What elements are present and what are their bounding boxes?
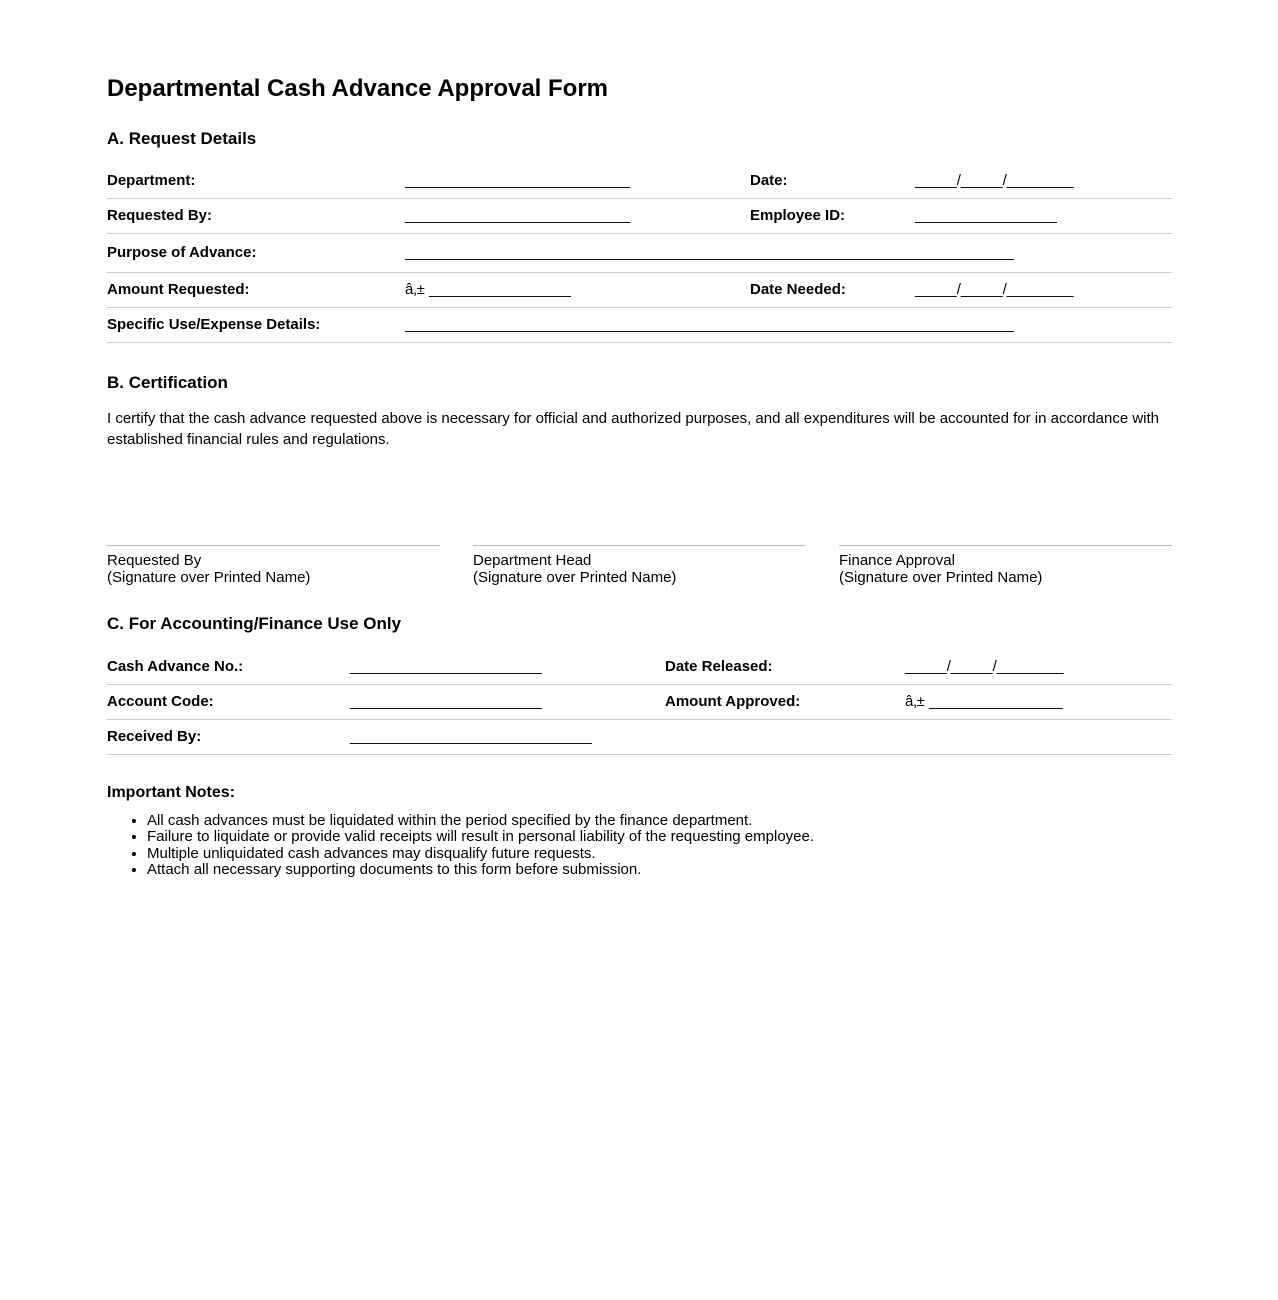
amount-approved-label: Amount Approved: xyxy=(665,693,801,711)
signature-title: Finance Approval xyxy=(839,552,955,570)
table-row-account-code xyxy=(107,685,1172,720)
date-released-blank-line: _____/_____/________ xyxy=(905,658,1064,676)
table-row-specific-use xyxy=(107,308,1172,343)
signature-title: Department Head xyxy=(473,552,592,570)
signature-subtitle: (Signature over Printed Name) xyxy=(473,569,677,587)
certification-section xyxy=(107,373,1172,450)
signature-block-department-head xyxy=(473,545,806,586)
accounting-finance-table xyxy=(107,650,1172,755)
section-c-heading: C. For Accounting/Finance Use Only xyxy=(107,614,402,634)
signature-block-requested-by xyxy=(107,545,440,586)
section-b-heading: B. Certification xyxy=(107,372,228,392)
department-label: Department: xyxy=(107,172,196,190)
note-item: • Attach all necessary supporting documents to this form before submission. xyxy=(147,862,1172,879)
account-code-blank-line: _______________________ xyxy=(350,693,542,711)
note-item: • Multiple unliquidated cash advances may disqualify future requests. xyxy=(147,846,1172,863)
signature-title: Requested By xyxy=(107,552,202,570)
received-by-blank-line: _____________________________ xyxy=(350,728,592,746)
table-row-purpose xyxy=(107,234,1172,273)
date-needed-blank-line: _____/_____/________ xyxy=(915,281,1074,299)
table-row-amount-requested xyxy=(107,273,1172,308)
request-details-table xyxy=(107,164,1172,343)
requested-by-label: Requested By: xyxy=(107,207,213,225)
note-item: • All cash advances must be liquidated within the period specified by the finance department. xyxy=(147,813,1172,830)
date-released-label: Date Released: xyxy=(665,658,773,676)
purpose-blank-line: _________________________________________________________________________ xyxy=(405,244,1014,262)
signature-subtitle: (Signature over Printed Name) xyxy=(839,569,1043,587)
note-item: • Failure to liquidate or provide valid receipts will result in personal liability of the requesting employee. xyxy=(147,829,1172,846)
date-label: Date: xyxy=(750,172,788,190)
signature-subtitle: (Signature over Printed Name) xyxy=(107,569,311,587)
table-row-requested-by xyxy=(107,199,1172,234)
important-notes-list xyxy=(131,813,1172,879)
date-blank-line: _____/_____/________ xyxy=(915,172,1074,190)
page-title: Departmental Cash Advance Approval Form xyxy=(107,75,609,102)
table-row-department xyxy=(107,164,1172,199)
certification-text: I certify that the cash advance requested above is necessary for official and authorized purposes, and all expenditures will be accounted for in accordance with established financial rules and regulations. xyxy=(107,410,1160,449)
signature-row xyxy=(107,545,1172,586)
received-by-label: Received By: xyxy=(107,728,202,746)
important-notes-section xyxy=(107,783,1172,879)
specific-use-label: Specific Use/Expense Details: xyxy=(107,316,321,334)
section-a-heading: A. Request Details xyxy=(107,128,257,148)
table-row-received-by xyxy=(107,720,1172,755)
requested-by-blank-line: ___________________________ xyxy=(405,207,631,225)
purpose-label: Purpose of Advance: xyxy=(107,244,257,262)
cash-advance-no-label: Cash Advance No.: xyxy=(107,658,244,676)
employee-id-label: Employee ID: xyxy=(750,207,846,225)
account-code-label: Account Code: xyxy=(107,693,214,711)
employee-id-blank-line: _________________ xyxy=(915,207,1057,225)
amount-requested-label: Amount Requested: xyxy=(107,281,250,299)
amount-requested-blank-line: â‚± _________________ xyxy=(405,281,571,299)
department-blank-line: ___________________________ xyxy=(405,172,631,190)
table-row-cash-advance-no xyxy=(107,650,1172,685)
date-needed-label: Date Needed: xyxy=(750,281,846,299)
form-page xyxy=(107,0,1172,879)
accounting-finance-section xyxy=(107,614,1172,754)
specific-use-blank-line: _________________________________________________________________________ xyxy=(405,316,1014,334)
cash-advance-no-blank-line: _______________________ xyxy=(350,658,542,676)
amount-approved-blank-line: â‚± ________________ xyxy=(905,693,1063,711)
signature-block-finance-approval xyxy=(839,545,1172,586)
important-notes-heading: Important Notes: xyxy=(107,783,235,801)
